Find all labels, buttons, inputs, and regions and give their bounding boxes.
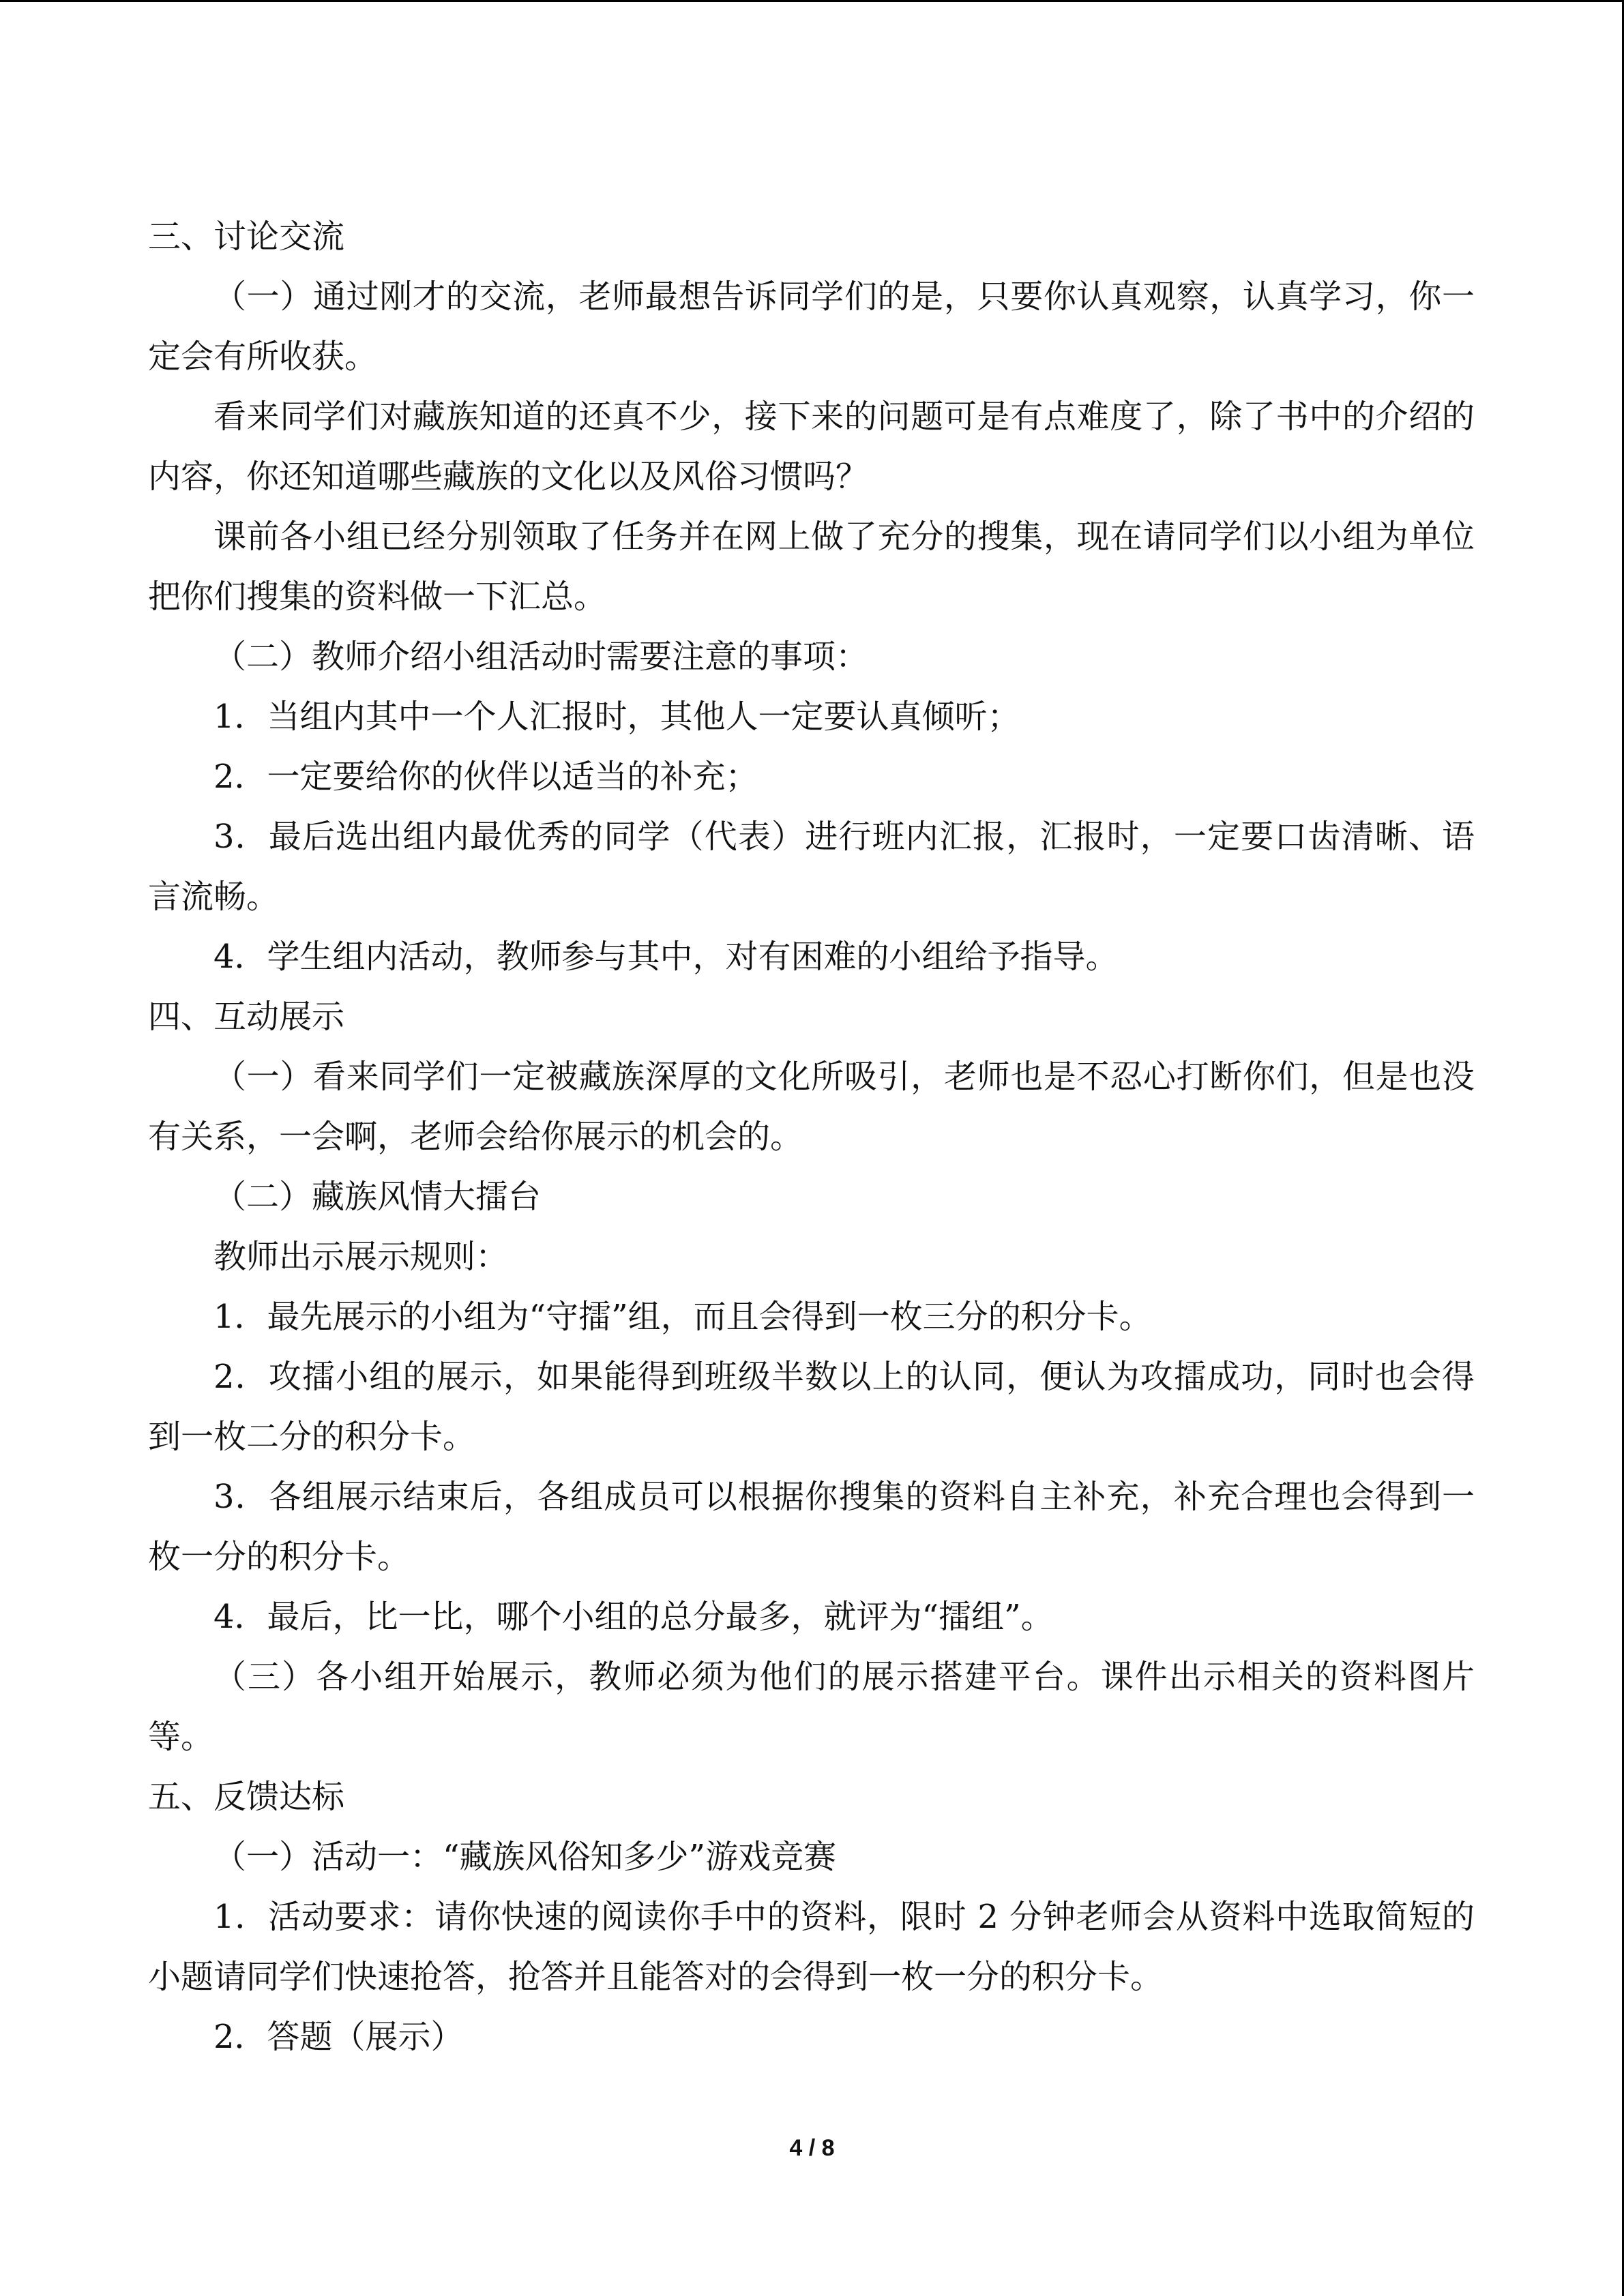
section-heading-discussion: 三、讨论交流 bbox=[148, 218, 345, 256]
list-item: 2．一定要给你的伙伴以适当的补充； bbox=[213, 758, 758, 796]
list-item: 1．最先展示的小组为“守擂”组，而且会得到一枚三分的积分卡。 bbox=[213, 1298, 1152, 1336]
paragraph: （三）各小组开始展示，教师必须为他们的展示搭建平台。课件出示相关的资料图片等。 bbox=[148, 1658, 1475, 1756]
section-heading-feedback: 五、反馈达标 bbox=[148, 1778, 345, 1816]
list-item: 2．攻擂小组的展示，如果能得到班级半数以上的认同，便认为攻擂成功，同时也会得到一枚二分的积分卡。 bbox=[148, 1358, 1475, 1456]
paragraph: （一）通过刚才的交流，老师最想告诉同学们的是，只要你认真观察，认真学习，你一定会有所收获。 bbox=[148, 278, 1475, 376]
list-item: 1．活动要求：请你快速的阅读你手中的资料，限时 2 分钟老师会从资料中选取简短的小题请同学们快速抢答，抢答并且能答对的会得到一枚一分的积分卡。 bbox=[148, 1898, 1475, 1996]
list-item: 3．各组展示结束后，各组成员可以根据你搜集的资料自主补充，补充合理也会得到一枚一分的积分卡。 bbox=[148, 1478, 1475, 1576]
paragraph: 课前各小组已经分别领取了任务并在网上做了充分的搜集，现在请同学们以小组为单位把你们搜集的资料做一下汇总。 bbox=[148, 518, 1475, 616]
paragraph: （一）活动一：“藏族风俗知多少”游戏竞赛 bbox=[213, 1838, 837, 1876]
paragraph: 教师出示展示规则： bbox=[213, 1238, 509, 1276]
section-heading-interactive-display: 四、互动展示 bbox=[148, 998, 345, 1036]
list-item: 2．答题（展示） bbox=[213, 2018, 464, 2056]
document-body bbox=[148, 207, 1475, 2067]
paragraph: （二）藏族风情大擂台 bbox=[213, 1178, 542, 1216]
list-item: 4．学生组内活动，教师参与其中，对有困难的小组给予指导。 bbox=[213, 938, 1119, 976]
list-item: 3．最后选出组内最优秀的同学（代表）进行班内汇报，汇报时，一定要口齿清晰、语言流畅。 bbox=[148, 818, 1475, 916]
paragraph: （一）看来同学们一定被藏族深厚的文化所吸引，老师也是不忍心打断你们，但是也没有关系，一会啊，老师会给你展示的机会的。 bbox=[148, 1058, 1475, 1156]
paragraph: （二）教师介绍小组活动时需要注意的事项： bbox=[213, 638, 869, 676]
paragraph: 看来同学们对藏族知道的还真不少，接下来的问题可是有点难度了，除了书中的介绍的内容，你还知道哪些藏族的文化以及风俗习惯吗？ bbox=[148, 398, 1475, 496]
list-item: 4．最后，比一比，哪个小组的总分最多，就评为“擂组”。 bbox=[213, 1598, 1054, 1636]
page-number: 4 / 8 bbox=[789, 2135, 835, 2161]
list-item: 1．当组内其中一个人汇报时，其他人一定要认真倾听； bbox=[213, 698, 1020, 736]
